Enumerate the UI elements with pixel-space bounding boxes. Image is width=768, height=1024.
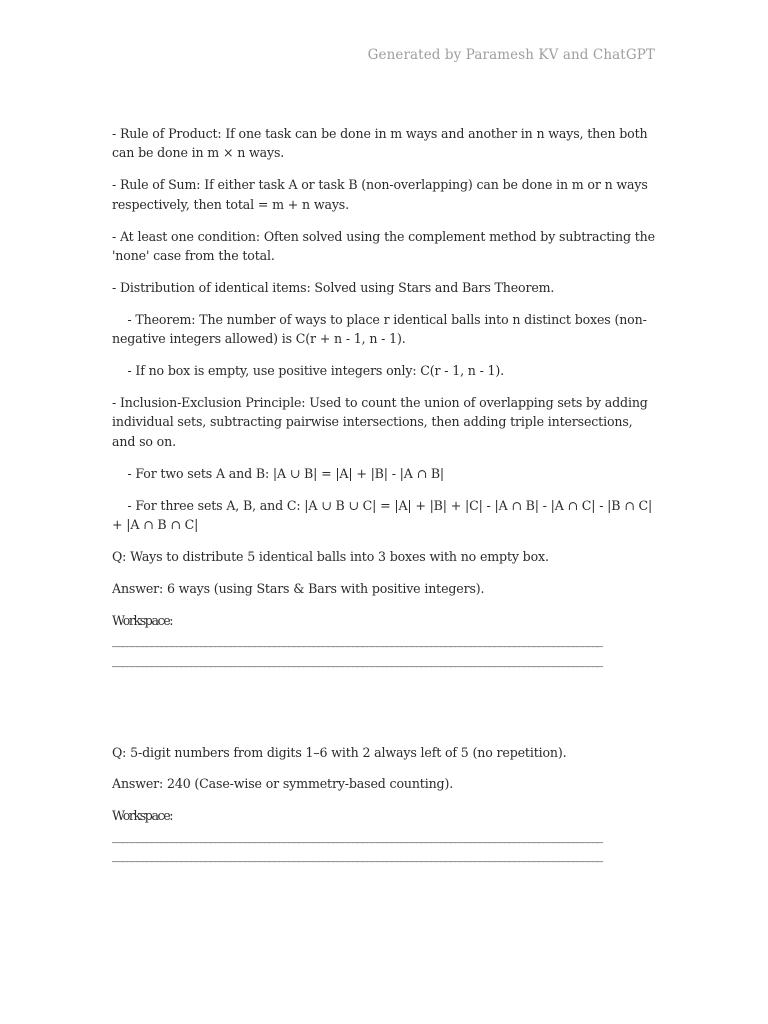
note-two-sets-formula: - For two sets A and B: |A ∪ B| = |A| + |B| - |A ∩ B| [112, 465, 445, 481]
notes-section [112, 124, 657, 535]
note-at-least-one: - At least one condition: Often solved using the complement method by subtracting the 'none' case from the total. [112, 228, 659, 264]
note-inclusion-exclusion: - Inclusion-Exclusion Principle: Used to count the union of overlapping sets by adding individual sets, subtracting pairwise intersections, then adding triple intersections, and so on. [112, 395, 652, 449]
note-rule-of-sum: - Rule of Sum: If either task A or task B (non-overlapping) can be done in m or n ways respectively, then total = m + n ways. [112, 177, 652, 212]
note-three-sets-formula: - For three sets A, B, and C: |A ∪ B ∪ C| = |A| + |B| + |C| - |A ∩ B| - |A ∩ C| - |B ∩ C| + |A ∩ B ∩ C| [112, 497, 656, 533]
problem-answer: Answer: 240 (Case-wise or symmetry-based counting). [112, 776, 454, 792]
note-rule-of-product: - Rule of Product: If one task can be done in m ways and another in n ways, then both can be done in m × n ways. [112, 126, 652, 161]
workspace [112, 806, 657, 864]
workspace-line: ____________________________________________________________________________________________________ [112, 847, 602, 863]
workspace-line: ____________________________________________________________________________________________________ [112, 827, 602, 843]
spacer [112, 682, 657, 743]
workspace-label: Workspace: [112, 808, 173, 824]
workspace-line: ____________________________________________________________________________________________________ [112, 632, 602, 648]
document-body [112, 124, 657, 877]
problem-question: Q: 5-digit numbers from digits 1–6 with 2 always left of 5 (no repetition). [112, 744, 567, 760]
problem-question: Q: Ways to distribute 5 identical balls into 3 boxes with no empty box. [112, 549, 549, 564]
note-no-empty-box: - If no box is empty, use positive integers only: C(r - 1, n - 1). [112, 363, 505, 379]
note-distribution: - Distribution of identical items: Solved using Stars and Bars Theorem. [112, 279, 555, 295]
workspace [112, 611, 657, 669]
header-credit: Generated by Paramesh KV and ChatGPT [367, 47, 655, 63]
problem-answer: Answer: 6 ways (using Stars & Bars with positive integers). [112, 580, 485, 596]
problem-1 [112, 547, 657, 669]
note-stars-bars-theorem: - Theorem: The number of ways to place r identical balls into n distinct boxes (non-negative integers allowed) is C(r + n - 1, n - 1). [112, 311, 647, 347]
workspace-line: ____________________________________________________________________________________________________ [112, 651, 602, 667]
workspace-label: Workspace: [112, 612, 173, 628]
problem-2 [112, 743, 657, 865]
